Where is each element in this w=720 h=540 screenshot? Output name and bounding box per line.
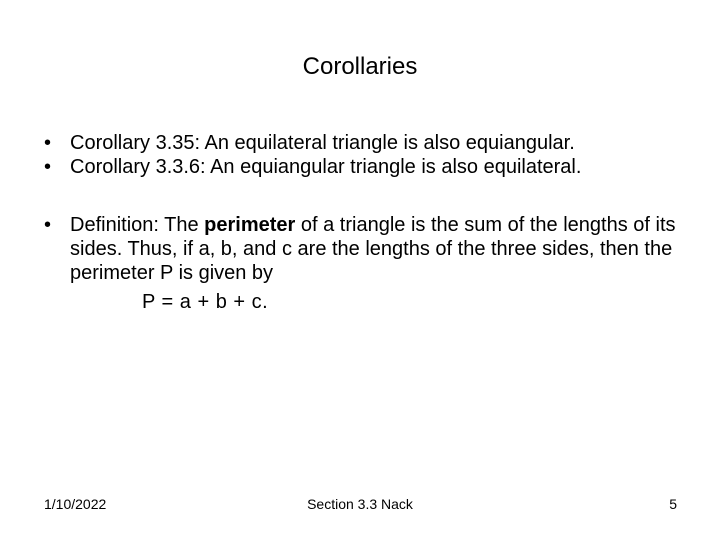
perimeter-formula: P = a + b + c. — [142, 291, 269, 313]
slide-body — [44, 131, 694, 314]
bullet-text: Corollary 3.3.6: An equiangular triangle is also equilateral. — [70, 156, 582, 178]
footer-date: 1/10/2022 — [44, 496, 107, 512]
bullet-marker: • — [44, 214, 52, 236]
footer-page-number: 5 — [669, 496, 677, 512]
bullet-definition — [44, 213, 694, 314]
bullet-corollary-3-3-6 — [44, 155, 694, 179]
definition-prefix: Definition: The — [70, 214, 205, 236]
definition-suffix: of a triangle is the sum of the lengths of its sides. Thus, if a, b, and c are the lengths of the three sides, then the perimeter P is given by — [70, 214, 676, 284]
slide-title: Corollaries — [302, 53, 418, 80]
bullet-text: Corollary 3.35: An equilateral triangle is also equiangular. — [70, 132, 575, 154]
definition-term: perimeter — [204, 214, 296, 236]
spacer — [44, 179, 694, 213]
bullet-corollary-3-35 — [44, 131, 694, 155]
bullet-marker: • — [44, 156, 52, 178]
bullet-marker: • — [44, 132, 52, 154]
footer-section: Section 3.3 Nack — [307, 496, 413, 512]
